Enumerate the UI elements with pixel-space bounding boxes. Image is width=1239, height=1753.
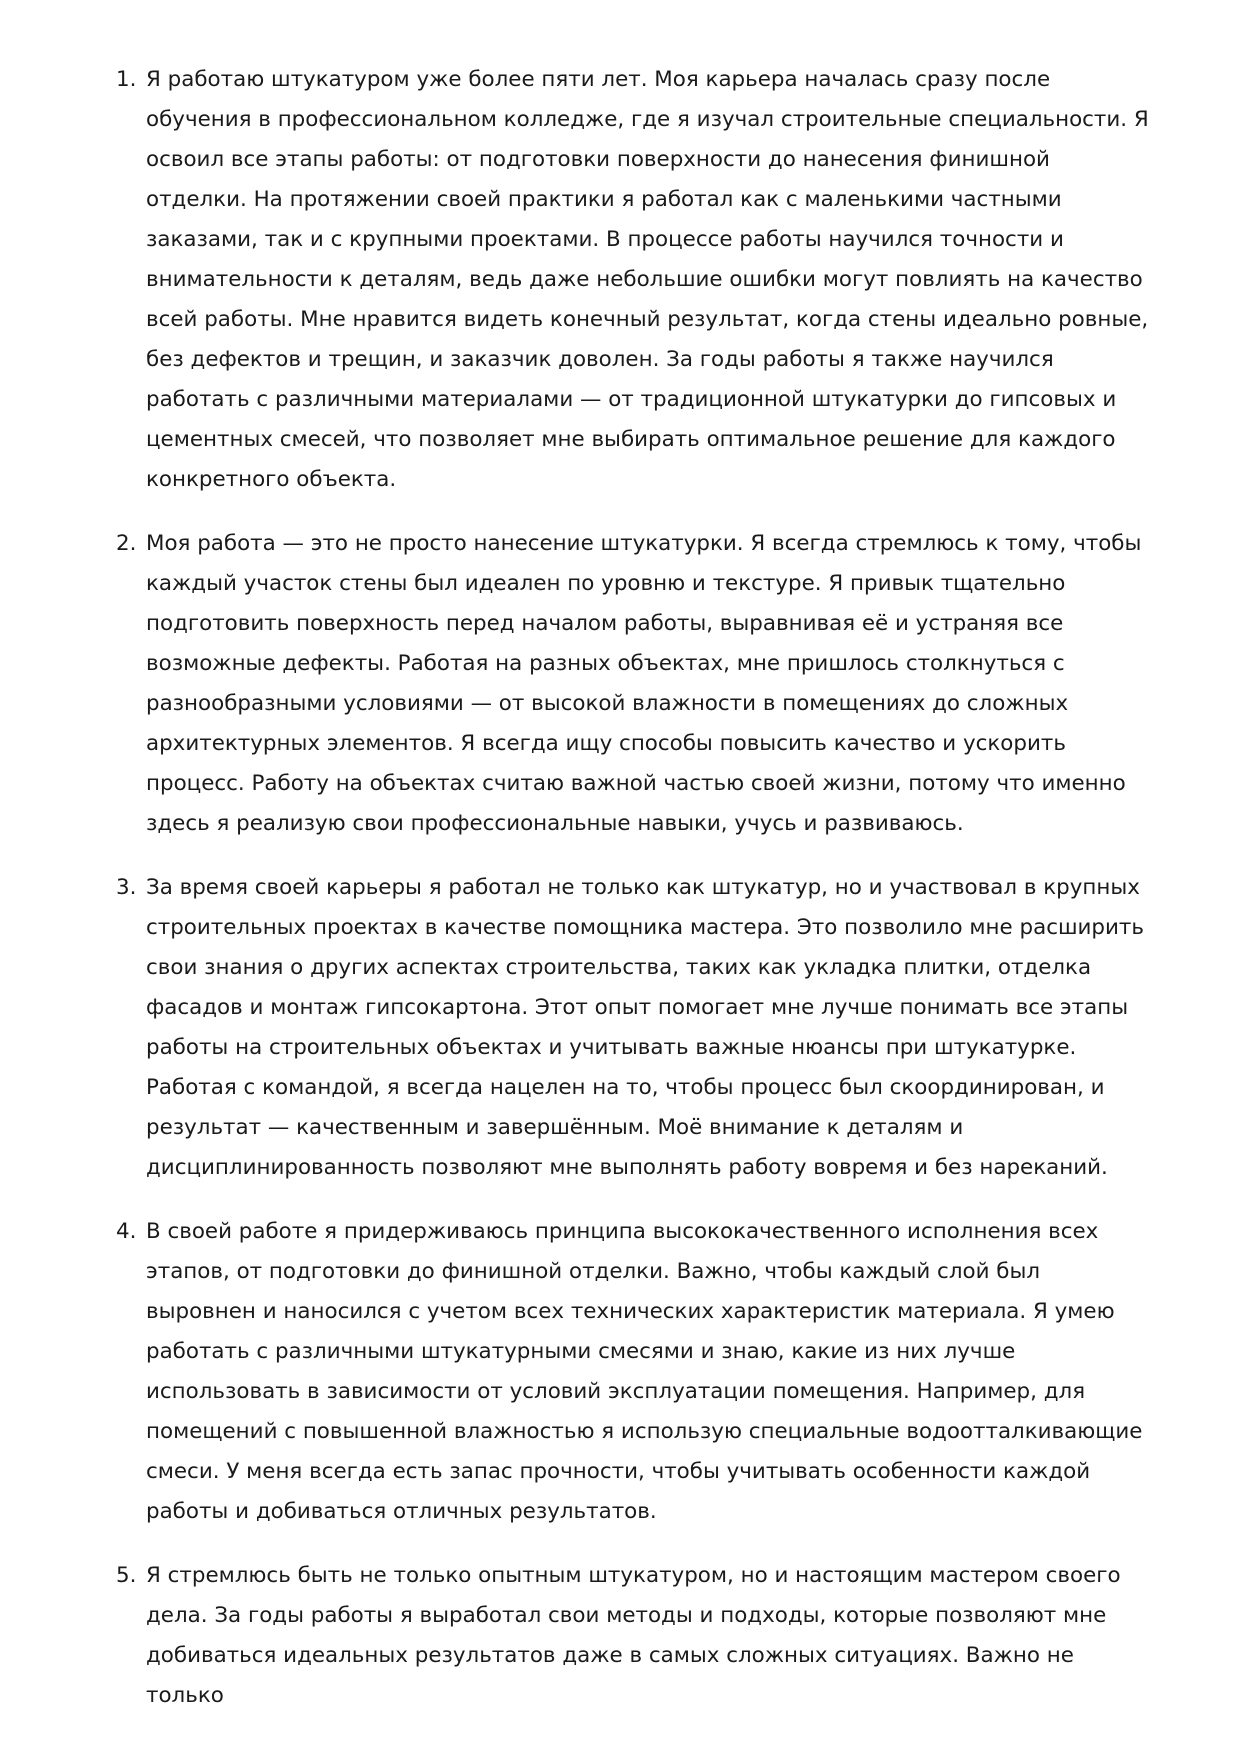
list-item-4	[116, 1212, 1156, 1532]
list-item-2	[116, 524, 1156, 844]
list-item-1	[116, 60, 1156, 500]
list-number: 2.	[116, 531, 137, 556]
paragraph-text: В своей работе я придерживаюсь принципа высококачественного исполнения всех этапов, от подготовки до финишной отделки. Важно, чтобы каждый слой был выровнен и наносился с учетом всех технических характеристик материала. Я умею работать с различными штукатурными смесями и знаю, какие из них лучше использовать в зависимости от условий эксплуатации помещения. Например, для помещений с повышенной влажностью я использую специальные водоотталкивающие смеси. У меня всегда есть запас прочности, чтобы учитывать особенности каждой работы и добиваться отличных результатов.	[146, 1219, 1143, 1524]
list-item-5	[116, 1556, 1156, 1716]
paragraph-text: Я стремлюсь быть не только опытным штукатуром, но и настоящим мастером своего дела. За годы работы я выработал свои методы и подходы, которые позволяют мне добиваться идеальных результатов даже в самых сложных ситуациях. Важно не только	[146, 1563, 1121, 1708]
paragraph-text: Моя работа — это не просто нанесение штукатурки. Я всегда стремлюсь к тому, чтобы каждый участок стены был идеален по уровню и текстуре. Я привык тщательно подготовить поверхность перед началом работы, выравнивая её и устраняя все возможные дефекты. Работая на разных объектах, мне пришлось столкнуться с разнообразными условиями — от высокой влажности в помещениях до сложных архитектурных элементов. Я всегда ищу способы повысить качество и ускорить процесс. Работу на объектах считаю важной частью своей жизни, потому что именно здесь я реализую свои профессиональные навыки, учусь и развиваюсь.	[146, 531, 1142, 836]
paragraph-text: Я работаю штукатуром уже более пяти лет. Моя карьера началась сразу после обучения в профессиональном колледже, где я изучал строительные специальности. Я освоил все этапы работы: от подготовки поверхности до нанесения финишной отделки. На протяжении своей практики я работал как с маленькими частными заказами, так и с крупными проектами. В процессе работы научился точности и внимательности к деталям, ведь даже небольшие ошибки могут повлиять на качество всей работы. Мне нравится видеть конечный результат, когда стены идеально ровные, без дефектов и трещин, и заказчик доволен. За годы работы я также научился работать с различными материалами — от традиционной штукатурки до гипсовых и цементных смесей, что позволяет мне выбирать оптимальное решение для каждого конкретного объекта.	[146, 67, 1149, 492]
numbered-paragraph-list	[116, 60, 1156, 1740]
list-number: 1.	[116, 67, 137, 92]
paragraph-text: За время своей карьеры я работал не только как штукатур, но и участвовал в крупных строительных проектах в качестве помощника мастера. Это позволило мне расширить свои знания о других аспектах строительства, таких как укладка плитки, отделка фасадов и монтаж гипсокартона. Этот опыт помогает мне лучше понимать все этапы работы на строительных объектах и учитывать важные нюансы при штукатурке. Работая с командой, я всегда нацелен на то, чтобы процесс был скоординирован, и результат — качественным и завершённым. Моё внимание к деталям и дисциплинированность позволяют мне выполнять работу вовремя и без нареканий.	[146, 875, 1144, 1180]
list-number: 5.	[116, 1563, 137, 1588]
list-item-3	[116, 868, 1156, 1188]
list-number: 4.	[116, 1219, 137, 1244]
list-number: 3.	[116, 875, 137, 900]
